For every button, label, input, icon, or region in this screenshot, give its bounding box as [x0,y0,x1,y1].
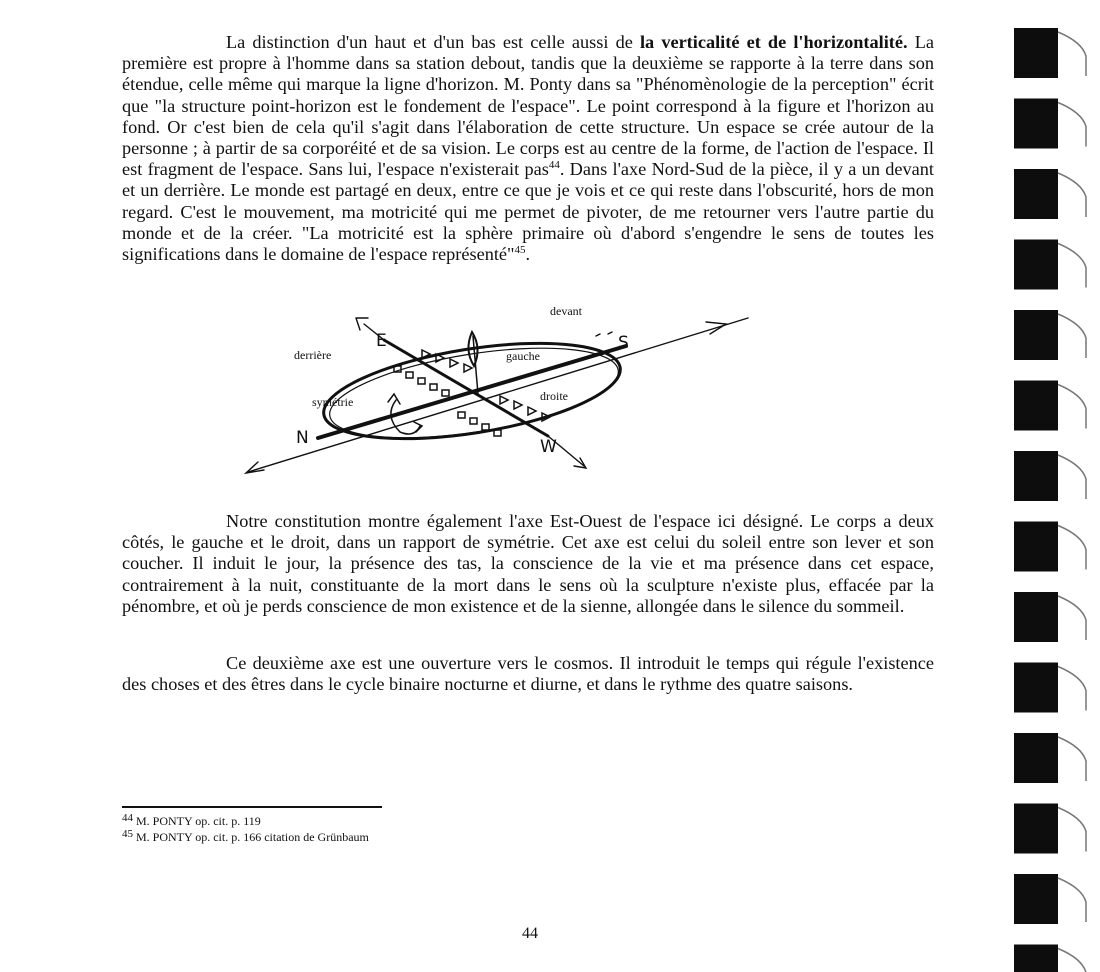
binding-coil-wire [1058,808,1086,852]
paragraph-1-bold: la verticalité et de l'horizontalité. [639,32,908,52]
label-north: N [296,428,309,448]
binding-coil [1014,28,1058,78]
binding-coil-wire [1058,596,1086,640]
binding-coil-wire [1058,949,1086,972]
binding-coil [1014,381,1058,431]
paragraph-1-seg2: La première est propre à l'homme dans sa station debout, tandis que la deuxième se rapporte à la terre dans son étendue, celle même qui marque la ligne d'horizon. M. Ponty dans sa "Phénomènologie de la perception" écrit que "la structure point-horizon est le fondement de l'espace". Le point correspond à la figure et l'horizon au fond. Or c'est bien de cela qu'il s'agit dans l'élaboration de cette structure. Un espace se crée autour de la personne ; à partir de sa corporéité et de sa vision. Le corps est au centre de la forme, de l'action de l'espace. Il est fragment de l'espace. Sans lui, l'espace n'existerait pas [122,32,934,180]
paragraph-1-seg3: . Dans l'axe Nord-Sud de la pièce, il y a un devant et un derrière. Le monde est partagé en deux, entre ce que je vois et ce qui reste dans l'obscurité, hors de mon regard. C'est le mouvement, ma motricité qui me permet de pivoter, de me retourner vers l'autre partie du monde et de la créer. "La motricité est la sphère primaire où d'abord s'engendre le sens de toutes les significations dans le domaine de l'espace représenté" [122,159,934,265]
label-devant: devant [550,304,582,318]
binding-coil [1014,733,1058,783]
binding-coil [1014,310,1058,360]
footnote-ref-44[interactable]: 44 [548,159,560,172]
paragraph-1 [122,32,934,265]
orientation-diagram [236,296,756,486]
label-symetrie: symétrie [312,395,354,409]
binding-coil-wire [1058,737,1086,781]
paragraph-1-seg4: . [525,244,531,265]
footnote-text: M. PONTY op. cit. p. 166 citation de Grünbaum [136,830,369,844]
page-number: 44 [522,925,538,942]
footnote-number: 45 [122,828,133,840]
binding-coil-wire [1058,878,1086,922]
binding-coil-wire [1058,32,1086,76]
footnote-text: M. PONTY op. cit. p. 119 [136,814,261,828]
binding-coil [1014,169,1058,219]
label-south: S [618,333,629,353]
footnote-divider [122,806,382,808]
binding-coils [1014,28,1086,972]
binding-coil [1014,945,1058,972]
binding-coil [1014,592,1058,642]
binding-coil [1014,240,1058,290]
spiral-binding [1012,0,1100,972]
footnotes [122,812,369,844]
binding-coil-wire [1058,103,1086,147]
binding-coil-wire [1058,385,1086,429]
footnote-44 [122,812,369,828]
label-droite: droite [540,389,568,403]
binding-coil-wire [1058,455,1086,499]
label-derriere: derrière [294,348,332,362]
footnote-number: 44 [122,812,133,824]
binding-coil [1014,99,1058,149]
paragraph-3: Ce deuxième axe est une ouverture vers le cosmos. Il introduit le temps qui régule l'existence des choses et des êtres dans le cycle binaire nocturne et diurne, et dans le rythme des quatre saisons. [122,653,934,695]
paragraph-1-seg1: La distinction d'un haut et d'un bas est celle aussi de [226,32,640,52]
label-gauche: gauche [506,349,540,363]
binding-coil [1014,663,1058,713]
binding-coil-wire [1058,244,1086,288]
binding-coil [1014,804,1058,854]
binding-coil [1014,874,1058,924]
binding-coil [1014,451,1058,501]
binding-coil [1014,522,1058,572]
paragraph-2: Notre constitution montre également l'axe Est-Ouest de l'espace ici désigné. Le corps a deux côtés, le gauche et le droit, dans un rapport de symétrie. Cet axe est celui du soleil entre son lever et son coucher. Il induit le jour, la présence des tas, la conscience de la vie et ma présence dans cet espace, contrairement à la nuit, constituante de la mort dans le sens où la sculpture n'existe plus, effacée par la pénombre, et où je perds conscience de mon existence et de la sienne, allongée dans le silence du sommeil. [122,511,934,616]
footnote-45 [122,828,369,844]
binding-coil-wire [1058,314,1086,358]
binding-coil-wire [1058,526,1086,570]
label-east: E [376,331,387,351]
binding-coil-wire [1058,667,1086,711]
binding-coil-wire [1058,173,1086,217]
label-west: W [540,437,557,457]
footnote-ref-45[interactable]: 45 [514,244,526,257]
